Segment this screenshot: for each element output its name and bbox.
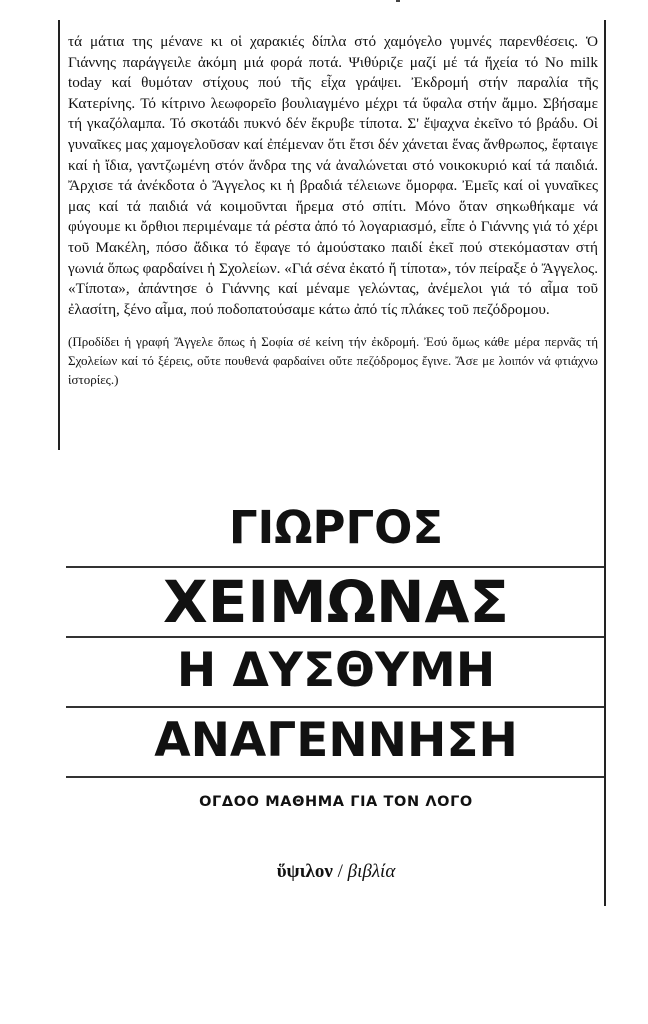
publisher-name: ὕψιλον bbox=[276, 861, 333, 882]
book-title-line2: ΑΝΑΓΕΝΝΗΣΗ bbox=[154, 713, 518, 768]
author-note: (Προδίδει ἡ γραφή Ἄγγελε ὅπως ἡ Σοφία σέ κείνη τήν ἐκδρομή. Ἐσύ ὅμως κάθε μέρα περνᾶς τή Σχολείων καί τό ξέρεις, οὔτε πουθενά φαρδαίνει οὔτε πεζόδρομος ἔγινε. Ἄσε με λοιπόν νά φτιάχνω ἱστορίες.) bbox=[68, 334, 598, 388]
divider-4 bbox=[66, 776, 604, 778]
book-subtitle: ΟΓΔΟΟ ΜΑΘΗΜΑ ΓΙΑ ΤΟΝ ΛΟΓΟ bbox=[199, 794, 473, 810]
author-first-name: ΓΙΩΡΓΟΣ bbox=[228, 501, 444, 554]
author-last-name: ΧΕΙΜΩΝΑΣ bbox=[163, 568, 509, 636]
publisher-separator: / bbox=[337, 861, 343, 882]
left-rule bbox=[58, 20, 60, 450]
publisher bbox=[66, 860, 606, 884]
book-title-line1: Η ΔΥΣΘΥΜΗ bbox=[176, 643, 496, 698]
right-rule bbox=[604, 20, 606, 906]
story-paragraph: τά μάτια της μένανε κι οἱ χαρακιές δίπλα στό χαμόγελο γυμνές παρενθέσεις. Ὁ Γιάννης παράγγειλε ἀκόμη μιά φορά ποτά. Ψιθύριζε μαζί μέ τά ἤχεία τό No milk today καί θυμόταν στίχους πού τῆς εἶχα γράψει. Ἐκδρομή στήν παραλία τῆς Κατερίνης. Τό κίτρινο λεωφορεῖο βουλιαγμένο μέχρι τά ὕφαλα στήν ἄμμο. Σβήσαμε τή γκαζόλαμπα. Τό σκοτάδι πυκνό δέν ἔκρυβε τίποτα. Σ' ἔψαχνα ἐκεῖνο τό βράδυ. Οἱ γυναῖκες μας χαμογελοῦσαν καί ἐπέμεναν ὅτι ἔτσι δέν χάνεται ἕνας ἄνθρωπος, ἔφταιγε καί ἡ ἴδια, γαντζωμένη στόν ἄνδρα της νά ἀναλώνεται στό νοικοκυριό καί τά παιδιά. Ἄρχισε τά ἀνέκδοτα ὁ Ἄγγελος κι ἡ βραδιά τέλειωνε ὄμορφα. Ἐμεῖς καί οἱ γυναῖκες μας καί τά παιδιά νά κοιμοῦνται ἥρεμα στό σπίτι. Μόνο ὅταν σηκωθήκαμε νά φύγουμε κι ὄρθιοι περιμέναμε τά ρέστα ἀπό τό λογαριασμό, εἶπε ὁ Γιάννης γιά τό χέρι τοῦ Μακέλη, πόσο ἄδικα τό ἔφαγε τό ἀμούστακο παιδί ἐκεῖ πού στεκόμασταν στή γωνιά ὅπως φαρδαίνει ἡ Σχολείων. «Γιά σένα ἐκατό ἤ τίποτα», τόν πείραξε ὁ Ἄγγελος. «Τίποτα», ἀπάντησε ὁ Γιάννης καί μέναμε γελώντας, ἀνέμελοι γιά τό αἷμα τοῦ ἐλασίτη, ξένο αἷμα, πού ποδοπατούσαμε κάτω ἀπό τίς πλάκες τοῦ πεζόδρομου. bbox=[68, 33, 598, 318]
scan-mark bbox=[396, 0, 400, 2]
story-text bbox=[68, 32, 598, 389]
publisher-imprint: βιβλία bbox=[347, 861, 396, 882]
divider-2 bbox=[66, 636, 604, 638]
divider-3 bbox=[66, 706, 604, 708]
